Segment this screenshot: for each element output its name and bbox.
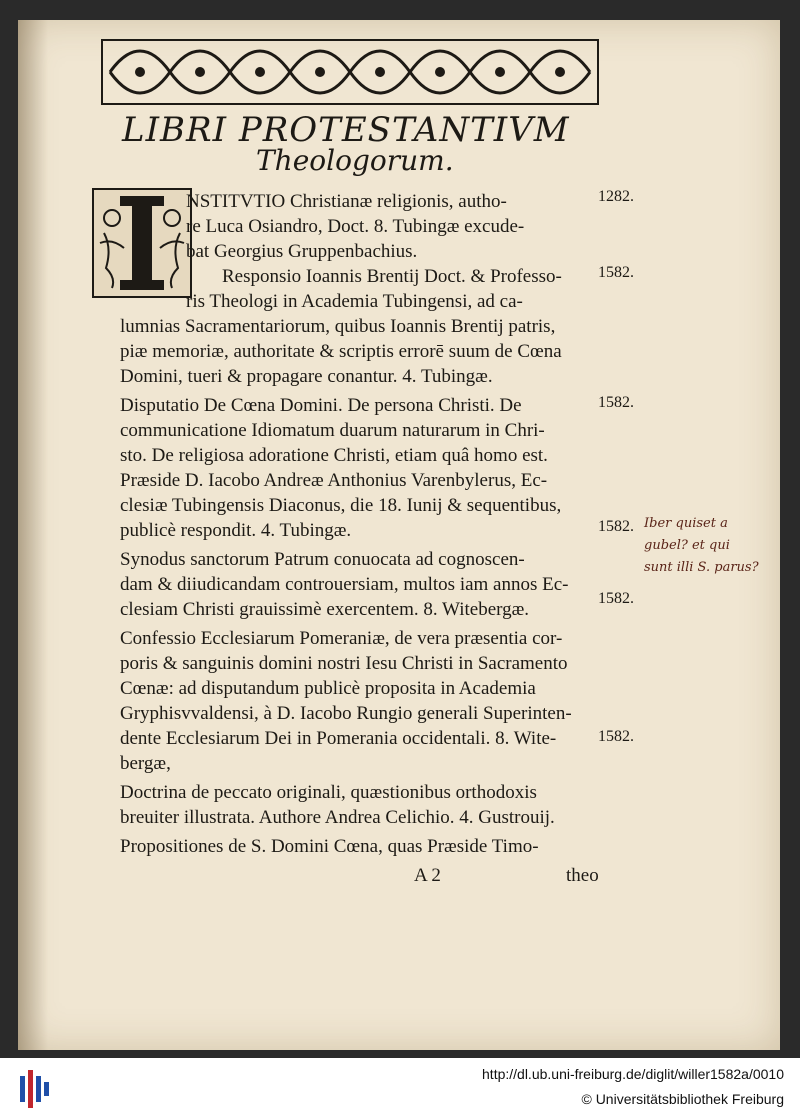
text-line: NSTITVTIO Christianæ religionis, autho- (186, 191, 507, 212)
text-line: Cœnæ: ad disputandum publicè proposita in Academia (120, 678, 536, 699)
margin-year: 1582. (598, 728, 634, 745)
text-line: dam & diiudicandam controuersiam, multos iam annos Ec- (120, 574, 569, 595)
signature-mark: A 2 (414, 865, 441, 886)
catchword: theo (566, 865, 599, 886)
text-line: bat Georgius Gruppenbachius. (186, 241, 418, 262)
ornament-headpiece-icon (100, 38, 600, 106)
book-page (18, 20, 780, 1050)
margin-year: 1582. (598, 518, 634, 535)
handwritten-note-line: Iber quiset a (644, 516, 728, 531)
margin-year: 1582. (598, 590, 634, 607)
handwritten-note-line: sunt illi S. parus? (644, 560, 759, 575)
text-line: Præside D. Iacobo Andreæ Anthonius Varenbylerus, Ec- (120, 470, 548, 491)
margin-year: 1582. (598, 264, 634, 281)
text-line: re Luca Osiandro, Doct. 8. Tubingæ excude- (186, 216, 525, 237)
copyright-notice: © Universitätsbibliothek Freiburg (581, 1091, 784, 1107)
margin-year: 1282. (598, 188, 634, 205)
decorated-initial-icon (92, 188, 192, 298)
text-line: piæ memoriæ, authoritate & scriptis errorē suum de Cœna (120, 341, 562, 362)
text-line: poris & sanguinis domini nostri Iesu Christi in Sacramento (120, 653, 568, 674)
text-line: clesiæ Tubingensis Diaconus, die 18. Iunij & sequentibus, (120, 495, 562, 516)
margin-year: 1582. (598, 394, 634, 411)
text-line: lumnias Sacramentariorum, quibus Ioannis Brentij patris, (120, 316, 556, 337)
text-line: Domini, tueri & propagare conantur. 4. Tubingæ. (120, 366, 493, 387)
text-line: Responsio Ioannis Brentij Doct. & Professo- (222, 266, 562, 287)
text-line: Gryphisvvaldensi, à D. Iacobo Rungio generali Superinten- (120, 703, 572, 724)
source-url[interactable]: http://dl.ub.uni-freiburg.de/diglit/willer1582a/0010 (482, 1066, 784, 1082)
text-line: Disputatio De Cœna Domini. De persona Christi. De (120, 395, 522, 416)
text-line: publicè respondit. 4. Tubingæ. (120, 520, 352, 541)
text-line: Confessio Ecclesiarum Pomeraniæ, de vera præsentia cor- (120, 628, 563, 649)
text-line: Doctrina de peccato originali, quæstionibus orthodoxis (120, 782, 537, 803)
text-line: clesiam Christi grauissimè exercentem. 8. Witebergæ. (120, 599, 530, 620)
text-line: Synodus sanctorum Patrum conuocata ad cognoscen- (120, 549, 525, 570)
text-line: ris Theologi in Academia Tubingensi, ad ca- (186, 291, 523, 312)
text-line: dente Ecclesiarum Dei in Pomerania occidentali. 8. Wite- (120, 728, 557, 749)
text-line: breuiter illustrata. Authore Andrea Celichio. 4. Gustrouij. (120, 807, 555, 828)
text-line: bergæ, (120, 753, 171, 774)
page-gutter-shadow (18, 20, 48, 1050)
library-logo-icon (18, 1066, 52, 1110)
text-line: sto. De religiosa adoratione Christi, etiam quâ homo est. (120, 445, 548, 466)
text-line: communicatione Idiomatum duarum naturarum in Chri- (120, 420, 545, 441)
page-subtitle: Theologorum. (256, 144, 454, 177)
page-title: LIBRI PROTESTANTIVM (122, 110, 570, 150)
handwritten-note-line: gubel? et qui (644, 538, 730, 553)
text-line: Propositiones de S. Domini Cœna, quas Præside Timo- (120, 836, 539, 857)
footer-bar (0, 1058, 800, 1116)
